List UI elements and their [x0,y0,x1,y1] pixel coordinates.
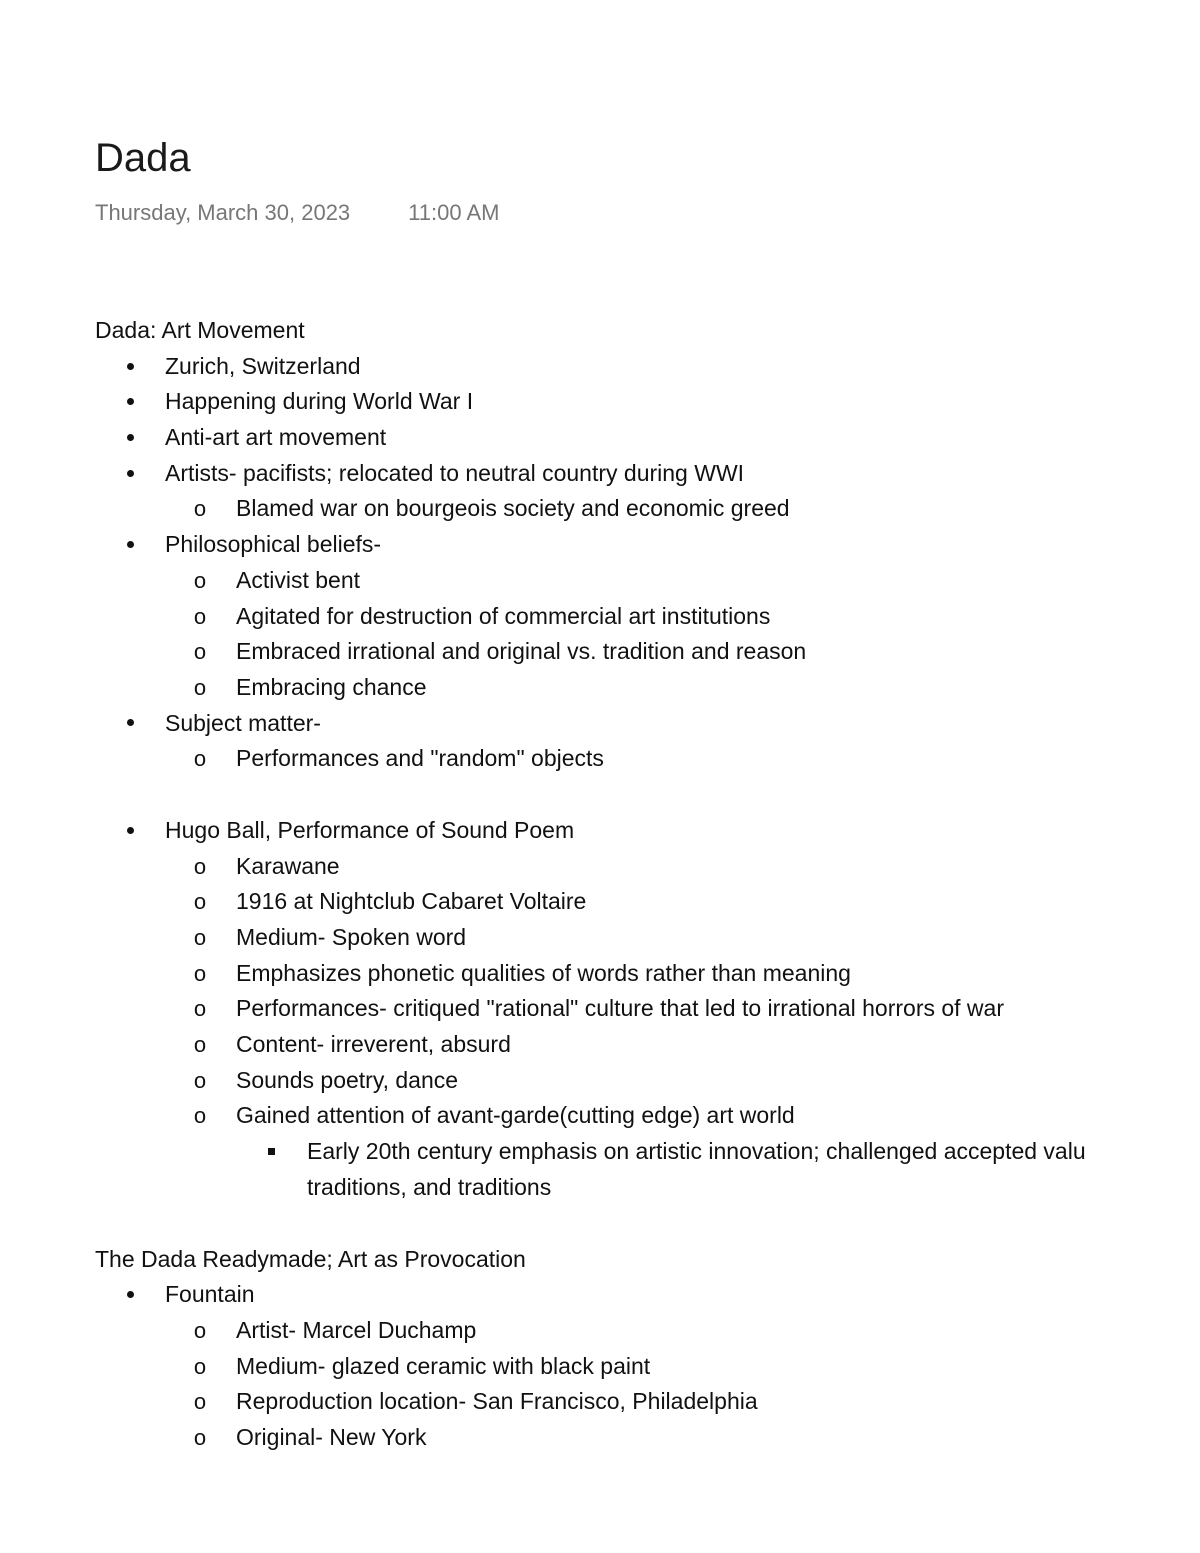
bullet-circle-icon: o [193,567,207,593]
item-text: Zurich, Switzerland [165,352,361,379]
blank-line [95,777,1200,813]
item-text: Embraced irrational and original vs. tradition and reason [236,638,807,665]
page-date: Thursday, March 30, 2023 [95,200,351,225]
list-item [95,634,1200,670]
item-text: Happening during World War I [165,388,474,415]
bullet-circle-icon: o [193,1389,207,1415]
list-item [95,527,1200,563]
list-item [95,1134,1200,1170]
list-item [95,456,1200,492]
bullet-circle-icon: o [193,603,207,629]
item-text: Performances and "random" objects [236,745,604,772]
item-text: Medium- Spoken word [236,924,467,950]
bullet-circle-icon: o [193,674,207,700]
list-item [95,1027,1200,1063]
list-item [95,813,1200,849]
list-item [95,599,1200,635]
bullet-circle-icon: o [193,1032,207,1058]
item-text: Performances- critiqued "rational" culture that led to irrational horrors of war [236,995,1004,1022]
bullet-dot-icon [120,1277,140,1313]
bullet-circle-icon: o [193,639,207,665]
item-text: Agitated for destruction of commercial art institutions [236,602,771,629]
item-text: Hugo Ball, Performance of Sound Poem [165,816,575,843]
list-item [95,384,1200,420]
bullet-circle-icon: o [193,996,207,1022]
bullet-circle-icon: o [193,1317,207,1343]
list-item [95,706,1200,742]
bullet-circle-icon: o [193,746,207,772]
bullet-circle-icon: o [193,496,207,522]
item-text: Content- irreverent, absurd [236,1031,511,1058]
item-text: Original- New York [236,1423,427,1450]
page-date-time [95,198,500,228]
list-item [95,670,1200,706]
section-heading [95,1242,1200,1278]
blank-line [95,1206,1200,1242]
item-text: Activist bent [236,566,360,593]
list-item [95,1313,1200,1349]
list-item [95,991,1200,1027]
item-text: Emphasizes phonetic qualities of words rather than meaning [236,959,851,986]
section-heading [95,313,1200,349]
item-text: 1916 at Nightclub Cabaret Voltaire [236,888,587,915]
bullet-circle-icon: o [193,1067,207,1093]
item-text: Anti-art art movement [165,424,387,451]
item-text: Sounds poetry, dance [236,1066,459,1093]
item-text: Philosophical beliefs- [165,531,382,558]
list-item [95,420,1200,456]
list-item [95,956,1200,992]
item-text: The Dada Readymade; Art as Provocation [95,1245,526,1272]
note-body[interactable] [95,313,1200,1450]
list-item [95,741,1200,777]
bullet-dot-icon [120,706,140,742]
page-time: 11:00 AM [408,200,500,225]
list-item [95,1098,1200,1134]
list-item [95,1384,1200,1420]
item-text: Subject matter- [165,709,321,736]
bullet-dot-icon [120,813,140,849]
list-item [95,884,1200,920]
item-text: Fountain [165,1281,255,1308]
page-title: Dada [95,136,191,180]
item-text: Artist- Marcel Duchamp [236,1316,477,1343]
bullet-dot-icon [120,384,140,420]
bullet-circle-icon: o [193,1424,207,1450]
item-text: traditions, and traditions [307,1173,552,1200]
bullet-circle-icon: o [193,925,207,950]
list-item [95,563,1200,599]
item-text: Gained attention of avant-garde(cutting edge) art world [236,1102,795,1129]
item-text: Karawane [236,852,340,879]
item-text: Blamed war on bourgeois society and economic greed [236,495,790,522]
bullet-dot-icon [120,349,140,385]
list-item [95,920,1200,956]
list-item [95,1063,1200,1099]
bullet-dot-icon [120,456,140,492]
list-item [95,349,1200,385]
bullet-circle-icon: o [193,1353,207,1379]
item-text: Medium- glazed ceramic with black paint [236,1352,651,1379]
bullet-circle-icon: o [193,960,207,986]
bullet-circle-icon: o [193,889,207,915]
list-item [95,1277,1200,1313]
item-text: Dada: Art Movement [95,317,305,343]
list-item [95,849,1200,885]
bullet-dot-icon [120,527,140,563]
bullet-circle-icon: o [193,853,207,879]
list-item [95,1170,1200,1206]
item-text: Reproduction location- San Francisco, Philadelphia [236,1388,758,1415]
list-item [95,491,1200,527]
list-item [95,1349,1200,1385]
bullet-square-icon [261,1134,281,1170]
list-item [95,1420,1200,1456]
item-text: Artists- pacifists; relocated to neutral country during WWI [165,459,745,486]
item-text: Early 20th century emphasis on artistic innovation; challenged accepted valu [307,1138,1086,1165]
bullet-dot-icon [120,420,140,456]
bullet-circle-icon: o [193,1103,207,1129]
item-text: Embracing chance [236,673,427,700]
